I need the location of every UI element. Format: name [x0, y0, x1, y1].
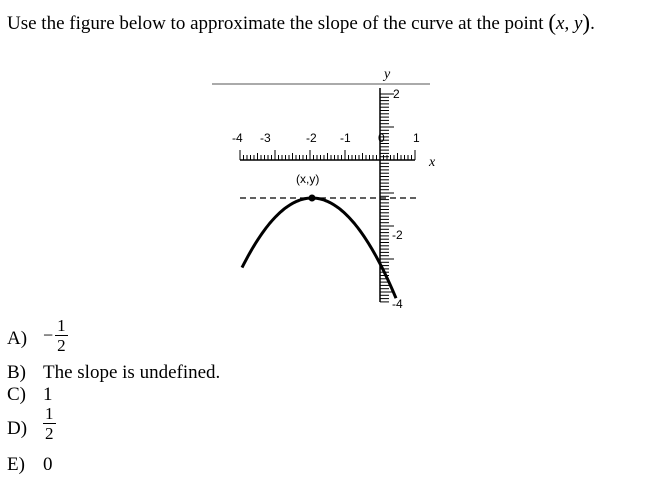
x-tick-label: -1 — [340, 131, 351, 145]
x-axis — [240, 150, 415, 160]
choice-letter: B) — [7, 362, 26, 383]
x-tick-label: 0 — [378, 131, 385, 145]
choice-letter: E) — [7, 454, 25, 475]
x-tick-label: -2 — [306, 131, 317, 145]
choice-letter: A) — [7, 328, 28, 349]
x-axis-label: x — [429, 155, 436, 170]
point-label: (x,y) — [296, 172, 320, 186]
y-tick-label: 2 — [393, 87, 400, 101]
graph-svg — [212, 66, 434, 312]
choice-d-value: $\frac{1}{2}$ — [45, 404, 54, 443]
choice-b-text: The slope is undefined. — [43, 362, 221, 383]
question-prompt: Use the figure below to approximate the slope of the curve at the point — [7, 13, 544, 34]
parabola-curve — [242, 198, 396, 298]
choice-letter: D) — [7, 418, 28, 439]
x-tick-label: 1 — [413, 131, 420, 145]
point-marker — [309, 195, 316, 202]
graph-figure — [212, 66, 434, 312]
x-tick-label: -4 — [232, 131, 243, 145]
choice-a-value: − $\frac{1}{2}$ — [43, 316, 66, 355]
y-tick-label: -4 — [392, 297, 403, 311]
y-axis-label: y — [384, 67, 391, 82]
y-tick-label: -2 — [392, 228, 403, 242]
x-tick-label: -3 — [260, 131, 271, 145]
question-text: Use the figure below to approximate the slope of the curve at the point (x, y). — [7, 10, 595, 35]
point-notation: (x, y) — [548, 10, 591, 35]
choice-c-text: 1 — [43, 384, 53, 405]
choice-letter: C) — [7, 384, 26, 405]
choice-e-text: 0 — [43, 454, 53, 475]
